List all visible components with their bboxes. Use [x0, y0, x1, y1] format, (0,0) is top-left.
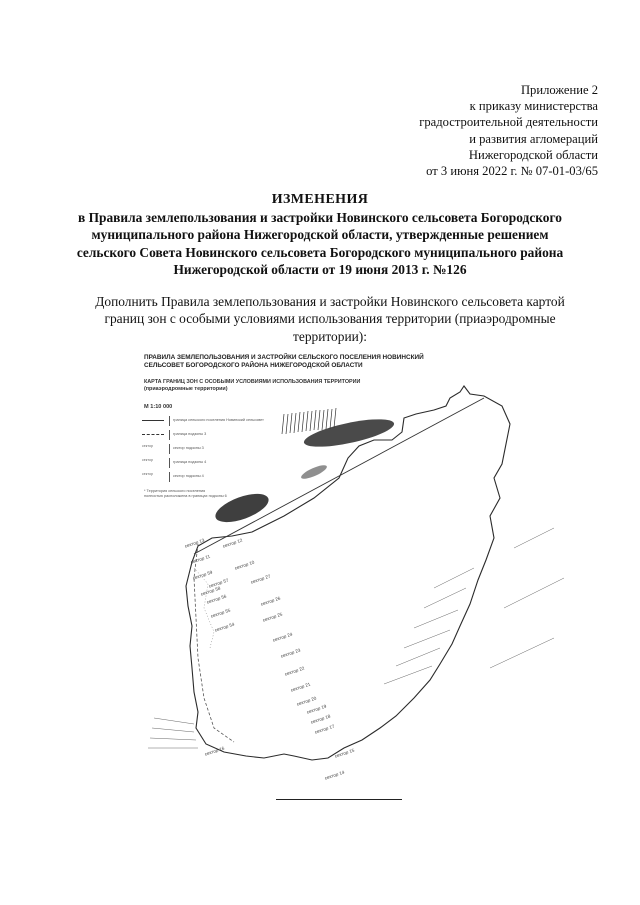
sector-label: сектор 19: [306, 703, 328, 715]
legend-tick: [169, 444, 170, 454]
legend-row: [142, 416, 264, 430]
intro-line: границ зон с особыми условиями использования территории (приаэродромные: [104, 311, 556, 327]
sector-label: сектор 55: [210, 607, 232, 619]
legend-note-line: полностью расположена в границах подзоны 6: [144, 494, 227, 498]
approval-line: Приложение 2: [520, 83, 598, 97]
legend-text: граница сельского поселения Новинский сельсовет: [173, 418, 264, 422]
sector-label: сектор 58: [200, 585, 222, 597]
dense-area: [300, 463, 329, 482]
legend-note-line: * Территория сельского поселения: [144, 489, 206, 493]
approval-line: Нижегородской области: [468, 147, 598, 162]
intro-line: Дополнить Правила землепользования и застройки Новинского сельсовета картой: [95, 294, 565, 309]
sector-label: сектор 13: [184, 537, 206, 549]
closing-rule: [276, 799, 402, 800]
approval-line: к приказу министерства: [469, 99, 598, 114]
legend-symbol-text: сектор: [142, 444, 154, 448]
sector-label: сектор 26: [260, 595, 282, 607]
sector-label: сектор 16: [204, 745, 226, 757]
approval-block: [419, 82, 598, 179]
map-legend: [142, 416, 264, 486]
dense-area: [302, 414, 396, 453]
legend-text: сектор подзоны 4: [173, 474, 204, 478]
legend-symbol: [142, 420, 164, 422]
sector-rays: [148, 528, 564, 748]
title-word: ИЗМЕНЕНИЯ: [271, 192, 369, 207]
legend-text: граница подзоны 3: [173, 432, 207, 436]
legend-tick: [169, 430, 170, 440]
sector-label: сектор 54: [214, 621, 236, 633]
approval-line: и развития агломераций: [469, 131, 598, 146]
sector-label: сектор 10: [234, 559, 256, 571]
map-drawing: [134, 348, 574, 778]
sector-label: сектор 11: [190, 553, 211, 565]
title-line: муниципального района Нижегородской области, утвержденные решением: [91, 227, 549, 243]
legend-row: [142, 444, 252, 458]
legend-tick: [169, 472, 170, 482]
legend-row: [142, 458, 252, 472]
intro-paragraph: [60, 293, 600, 345]
map-subheading-line: КАРТА ГРАНИЦ ЗОН С ОСОБЫМИ УСЛОВИЯМИ ИСПОЛЬЗОВАНИЯ ТЕРРИТОРИИ: [144, 379, 361, 385]
approval-line: от 3 июня 2022 г. № 07-01-03/65: [426, 164, 598, 179]
document-title: [40, 191, 600, 279]
title-line: Нижегородской области от 19 июня 2013 г. №126: [173, 262, 467, 278]
legend-text: граница подзоны 4: [173, 460, 207, 464]
title-line: в Правила землепользования и застройки Новинского сельсовета Богородского: [78, 209, 562, 225]
sector-label: сектор 18: [310, 713, 332, 725]
sector-label: сектор 57: [208, 577, 230, 589]
sector-label: сектор 17: [314, 723, 336, 735]
sector-label: сектор 25: [262, 611, 284, 623]
approval-line: градостроительной деятельности: [419, 115, 598, 130]
legend-tick: [169, 416, 170, 426]
map-subheading-line: (приаэродромные территории): [144, 386, 228, 392]
legend-row: [142, 472, 252, 486]
sector-label: сектор 56: [206, 593, 228, 605]
map-subheading: [144, 379, 360, 393]
sector-label: сектор 21: [290, 681, 312, 693]
map-scale: М 1:10 000: [144, 404, 173, 410]
intro-line: территории):: [293, 328, 367, 344]
sector-label: сектор 20: [296, 695, 318, 707]
zone-map: [134, 348, 574, 781]
sector-label: сектор 22: [284, 665, 306, 677]
sector-label: сектор 12: [222, 537, 244, 549]
map-heading: [144, 354, 424, 370]
sector-label: сектор 15: [334, 747, 356, 759]
legend-symbol-text: сектор: [142, 458, 154, 462]
legend-symbol-text: сектор: [142, 472, 154, 476]
map-heading-line: СЕЛЬСОВЕТ БОГОРОДСКОГО РАЙОНА НИЖЕГОРОДСКОЙ ОБЛАСТИ: [144, 362, 363, 369]
sector-label: сектор 24: [272, 631, 294, 643]
legend-text: сектор подзоны 3: [173, 446, 204, 450]
legend-tick: [169, 458, 170, 468]
sector-label: сектор 27: [250, 573, 272, 585]
title-line: сельского Совета Новинского сельсовета Богородского муниципального района: [76, 244, 564, 260]
sector-label: сектор 23: [280, 647, 302, 659]
legend-row: [142, 430, 252, 444]
legend-symbol: [142, 434, 164, 436]
sector-label: сектор 59: [192, 569, 214, 581]
sector-label: сектор 14: [324, 769, 346, 781]
map-heading-line: ПРАВИЛА ЗЕМЛЕПОЛЬЗОВАНИЯ И ЗАСТРОЙКИ СЕЛЬСКОГО ПОСЕЛЕНИЯ НОВИНСКИЙ: [144, 354, 424, 361]
legend-note: [144, 489, 227, 499]
